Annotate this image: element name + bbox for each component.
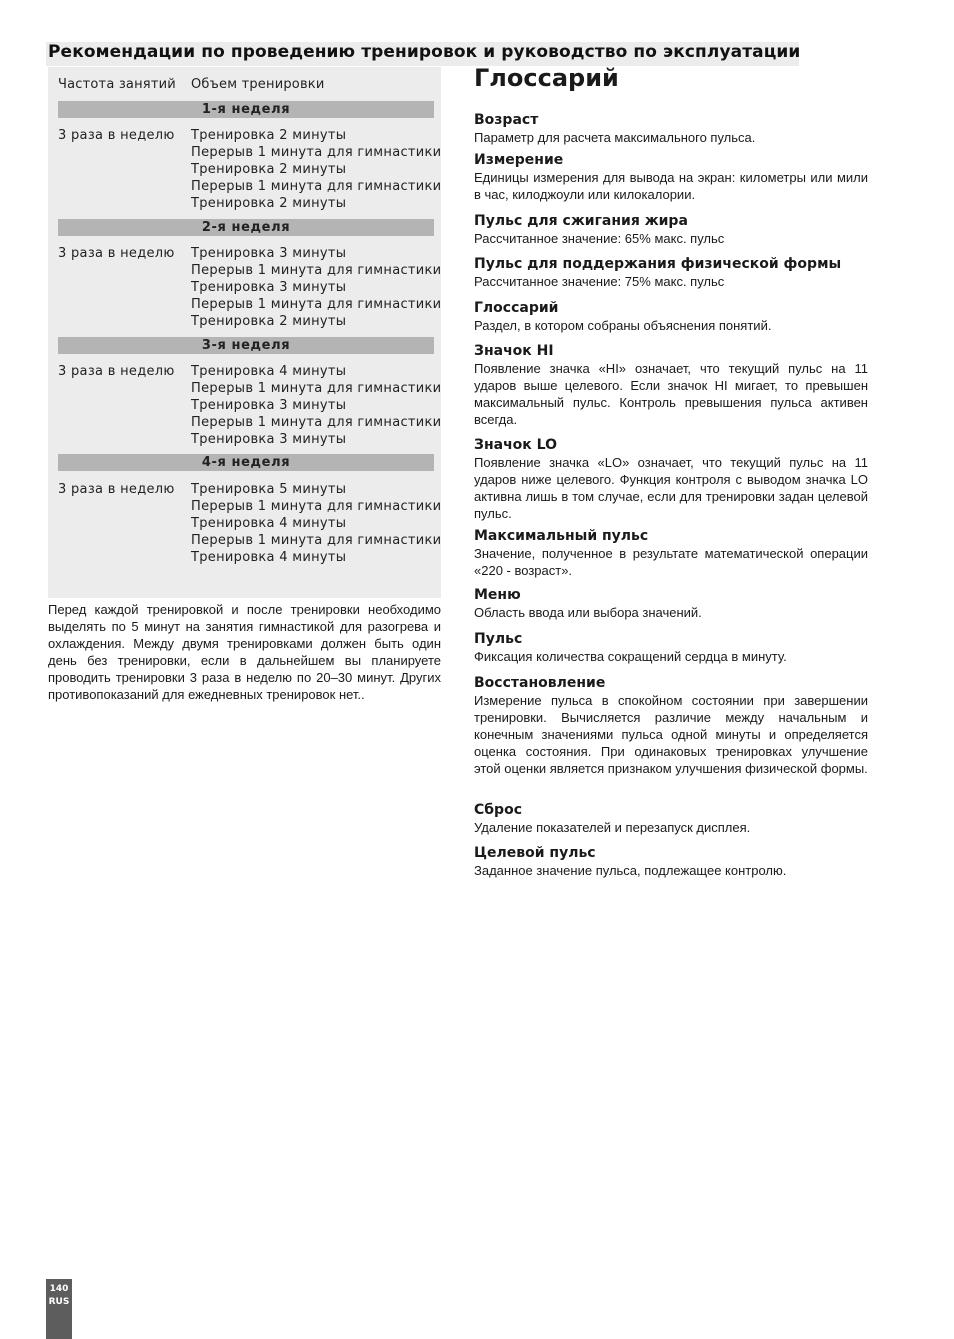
- week-1-header: 1-я неделя: [58, 101, 434, 118]
- term-definition: Фиксация количества сокращений сердца в минуту.: [474, 649, 787, 664]
- schedule-line: Перерыв 1 минута для гимнастики: [191, 415, 442, 430]
- schedule-line: Перерыв 1 минута для гимнастики: [191, 297, 442, 312]
- schedule-line: Перерыв 1 минута для гимнастики: [191, 145, 442, 160]
- week-3-frequency: 3 раза в неделю: [58, 364, 175, 379]
- column-header-volume: Объем тренировки: [191, 77, 325, 92]
- term-name: Пульс: [474, 631, 523, 647]
- term-definition: Появление значка «LO» означает, что текущий пульс на 11 ударов ниже целевого. Функция контроля с выводом значка LO активна лишь в том случае, если для тренировки задан целевой пульс.: [474, 455, 868, 521]
- schedule-line: Перерыв 1 минута для гимнастики: [191, 263, 442, 278]
- term-name: Сброс: [474, 802, 522, 818]
- term-name: Значок HI: [474, 343, 554, 359]
- term-name: Измерение: [474, 152, 564, 168]
- page-number: 140: [49, 1284, 69, 1294]
- term-definition: Заданное значение пульса, подлежащее контролю.: [474, 863, 787, 878]
- week-4-header: 4-я неделя: [58, 454, 434, 471]
- glossary-term-measurement: [474, 151, 868, 203]
- schedule-line: Тренировка 2 минуты: [191, 162, 347, 177]
- term-name: Возраст: [474, 112, 539, 128]
- glossary-term-hi-icon: [474, 342, 868, 428]
- glossary-term-max-pulse: [474, 527, 868, 579]
- glossary-title: Глоссарий: [474, 64, 619, 92]
- schedule-line: Тренировка 3 минуты: [191, 280, 347, 295]
- term-name: Максимальный пульс: [474, 528, 649, 544]
- glossary-term-fitness-pulse: [474, 255, 868, 290]
- schedule-line: Тренировка 2 минуты: [191, 196, 347, 211]
- language-code: RUS: [48, 1297, 70, 1307]
- term-name: Пульс для сжигания жира: [474, 213, 688, 229]
- schedule-line: Тренировка 3 минуты: [191, 246, 347, 261]
- training-note: Перед каждой тренировкой и после тренировки необходимо выделять по 5 минут на занятия гимнастикой для разогрева и охлаждения. Между двумя тренировками должен быть один день без тренировки, если в дальнейшем вы планируете проводить тренировки 3 раза в неделю по 20–30 минут. Других противопоказаний для ежедневных тренировок нет..: [48, 602, 441, 702]
- term-definition: Удаление показателей и перезапуск дисплея.: [474, 820, 751, 835]
- glossary-term-target-pulse: [474, 844, 868, 879]
- schedule-line: Тренировка 3 минуты: [191, 432, 347, 447]
- schedule-line: Тренировка 3 минуты: [191, 398, 347, 413]
- week-3-schedule: [191, 363, 441, 448]
- glossary-term-lo-icon: [474, 436, 868, 522]
- week-2-schedule: [191, 245, 441, 330]
- week-1-schedule: [191, 127, 441, 212]
- term-definition: Рассчитанное значение: 75% макс. пульс: [474, 274, 725, 289]
- term-definition: Измерение пульса в спокойном состоянии при завершении тренировки. Вычисляется различие между начальным и конечным значениями пульса одной минуты и определяется оценка состояния. При одинаковых тренировках улучшение этой оценки является признаком улучшения физической формы.: [474, 693, 868, 776]
- training-plan-table: [48, 67, 441, 598]
- term-definition: Область ввода или выбора значений.: [474, 605, 702, 620]
- term-definition: Рассчитанное значение: 65% макс. пульс: [474, 231, 725, 246]
- schedule-line: Перерыв 1 минута для гимнастики: [191, 381, 442, 396]
- schedule-line: Тренировка 4 минуты: [191, 516, 347, 531]
- glossary-term-fat-burn-pulse: [474, 212, 868, 247]
- glossary-term-pulse: [474, 630, 868, 665]
- week-4-schedule: [191, 481, 441, 566]
- glossary-term-recovery: [474, 674, 868, 777]
- term-name: Целевой пульс: [474, 845, 596, 861]
- glossary-term-glossary: [474, 299, 868, 334]
- term-definition: Появление значка «HI» означает, что текущий пульс на 11 ударов выше целевого. Если значок HI мигает, то превышен максимальный пульс. Контроль превышения пульса активен всегда.: [474, 361, 868, 427]
- term-definition: Единицы измерения для вывода на экран: километры или мили в час, килоджоули или килокалории.: [474, 170, 868, 202]
- week-1-frequency: 3 раза в неделю: [58, 128, 175, 143]
- glossary-term-menu: [474, 586, 868, 621]
- term-name: Глоссарий: [474, 300, 559, 316]
- schedule-line: Перерыв 1 минута для гимнастики: [191, 499, 442, 514]
- term-name: Меню: [474, 587, 521, 603]
- glossary-term-age: [474, 111, 868, 146]
- page-title: Рекомендации по проведению тренировок и руководство по эксплуатации: [48, 42, 801, 62]
- schedule-line: Перерыв 1 минута для гимнастики: [191, 179, 442, 194]
- week-4-frequency: 3 раза в неделю: [58, 482, 175, 497]
- term-definition: Значение, полученное в результате математической операции «220 - возраст».: [474, 546, 868, 578]
- column-header-frequency: Частота занятий: [58, 77, 176, 92]
- page-number-tab: [46, 1279, 72, 1339]
- term-definition: Параметр для расчета максимального пульса.: [474, 130, 756, 145]
- week-2-frequency: 3 раза в неделю: [58, 246, 175, 261]
- schedule-line: Тренировка 2 минуты: [191, 314, 347, 329]
- week-3-header: 3-я неделя: [58, 337, 434, 354]
- term-name: Значок LO: [474, 437, 557, 453]
- schedule-line: Перерыв 1 минута для гимнастики: [191, 533, 442, 548]
- schedule-line: Тренировка 5 минуты: [191, 482, 347, 497]
- week-2-header: 2-я неделя: [58, 219, 434, 236]
- schedule-line: Тренировка 4 минуты: [191, 364, 347, 379]
- term-name: Пульс для поддержания физической формы: [474, 256, 842, 272]
- glossary-term-reset: [474, 801, 868, 836]
- term-name: Восстановление: [474, 675, 606, 691]
- term-definition: Раздел, в котором собраны объяснения понятий.: [474, 318, 772, 333]
- schedule-line: Тренировка 4 минуты: [191, 550, 347, 565]
- schedule-line: Тренировка 2 минуты: [191, 128, 347, 143]
